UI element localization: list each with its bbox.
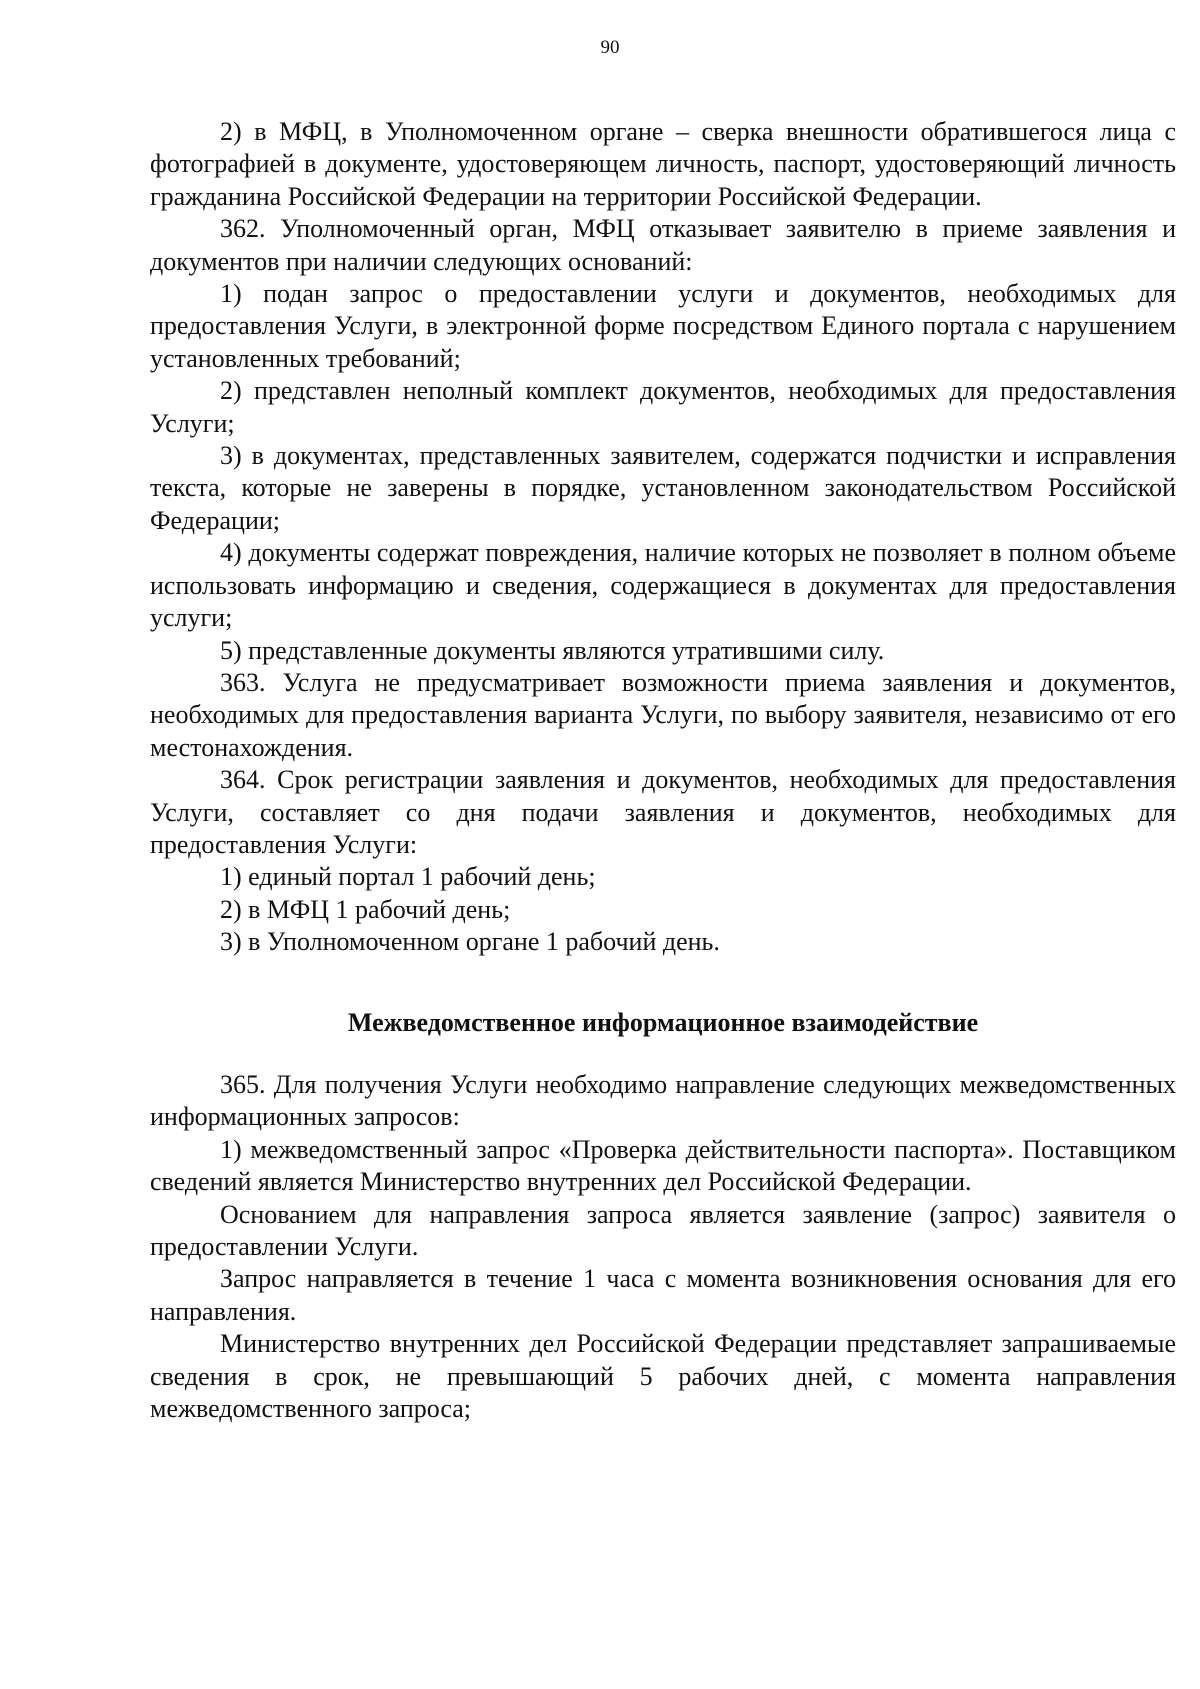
paragraph: 4) документы содержат повреждения, наличие которых не позволяет в полном объеме использовать информацию и сведения, содержащиеся в документах для предоставления услуги; <box>150 538 1176 633</box>
paragraph: Основанием для направления запроса является заявление (запрос) заявителя о предоставлении Услуги. <box>150 1199 1176 1261</box>
paragraph: 5) представленные документы являются утратившими силу. <box>220 635 885 665</box>
paragraph: 1) подан запрос о предоставлении услуги и документов, необходимых для предоставления Услуги, в электронной форме посредством Единого портала с нарушением установленных требований; <box>150 279 1176 373</box>
document-body <box>150 116 1176 1425</box>
paragraph: 2) в МФЦ 1 рабочий день; <box>220 894 511 924</box>
paragraph: Министерство внутренних дел Российской Федерации представляет запрашиваемые сведения в срок, не превышающий 5 рабочих дней, с момента направления межведомственного запроса; <box>150 1329 1176 1424</box>
paragraph: 365. Для получения Услуги необходимо направление следующих межведомственных информационных запросов: <box>150 1069 1176 1132</box>
paragraph: 1) единый портал 1 рабочий день; <box>220 862 596 892</box>
paragraph: Запрос направляется в течение 1 часа с момента возникновения основания для его направления. <box>150 1264 1176 1326</box>
paragraph: 2) в МФЦ, в Уполномоченном органе – сверка внешности обратившегося лица с фотографией в документе, удостоверяющем личность, паспорт, удостоверяющий личность гражданина Российской Федерации на территории Российской Федерации. <box>150 117 1176 211</box>
section-heading: Межведомственное информационное взаимодействие <box>347 1007 979 1037</box>
paragraph: 362. Уполномоченный орган, МФЦ отказывает заявителю в приеме заявления и документов при наличии следующих оснований: <box>150 214 1176 276</box>
page-number: 90 <box>600 37 620 58</box>
paragraph: 3) в документах, представленных заявителем, содержатся подчистки и исправления текста, которые не заверены в порядке, установленном законодательством Российской Федерации; <box>150 441 1176 535</box>
paragraph: 2) представлен неполный комплект документов, необходимых для предоставления Услуги; <box>150 376 1176 438</box>
paragraph: 1) межведомственный запрос «Проверка действительности паспорта». Поставщиком сведений является Министерство внутренних дел Российской Федерации. <box>150 1134 1176 1197</box>
paragraph: 3) в Уполномоченном органе 1 рабочий день. <box>220 927 720 957</box>
paragraph: 363. Услуга не предусматривает возможности приема заявления и документов, необходимых для предоставления варианта Услуги, по выбору заявителя, независимо от его местонахождения. <box>150 667 1176 762</box>
paragraph: 364. Срок регистрации заявления и документов, необходимых для предоставления Услуги, составляет со дня подачи заявления и документов, необходимых для предоставления Услуги: <box>150 765 1176 859</box>
